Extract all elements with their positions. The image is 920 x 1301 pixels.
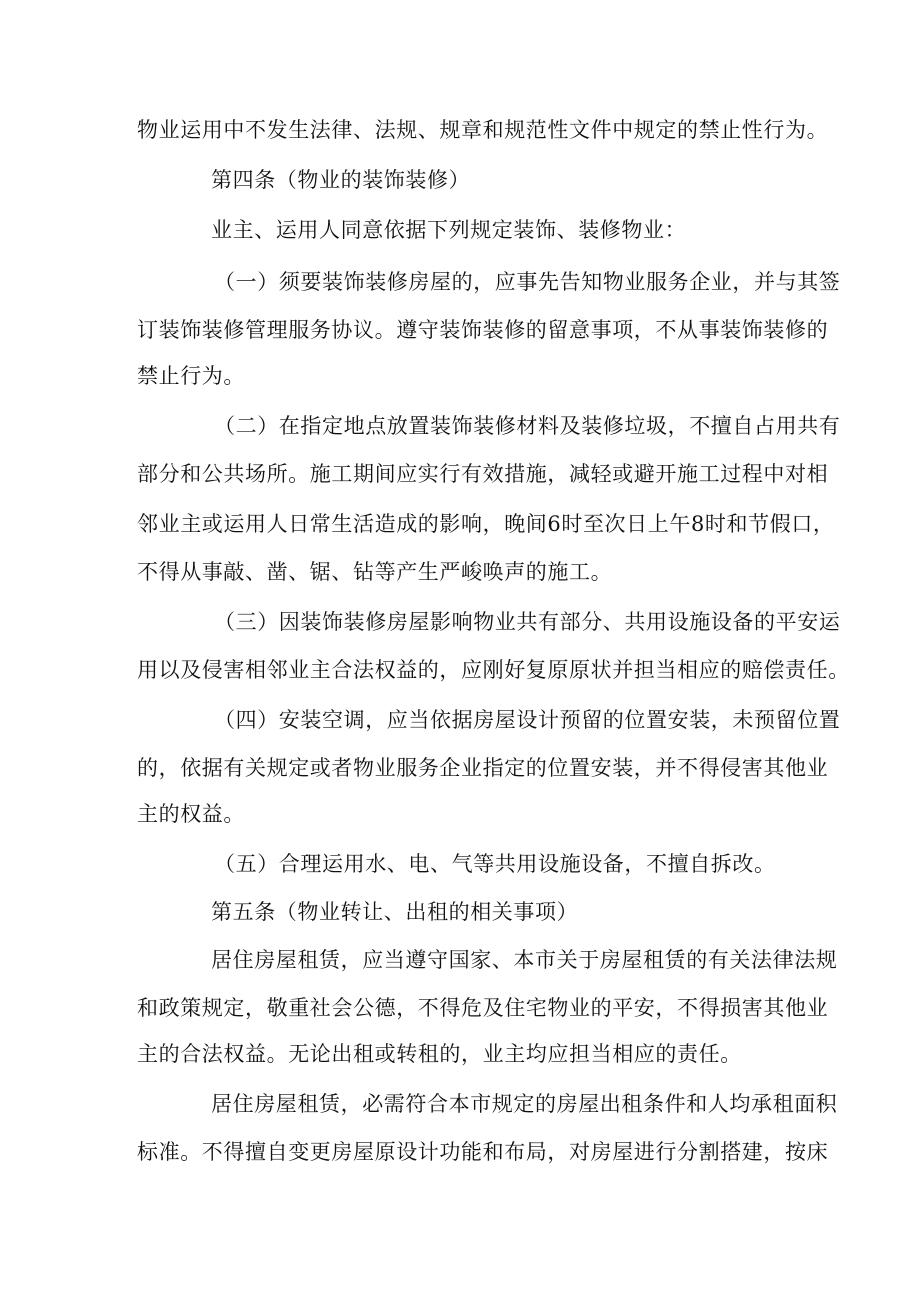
text-line: 居住房屋租赁，应当遵守国家、本市关于房屋租赁的有关法律法规 [211, 948, 838, 972]
text-line: （五）合理运用水、电、气等共用设施设备，不擅自拆改。 [214, 852, 776, 876]
text-line: （一）须要装饰装修房屋的，应事先告知物业服务企业，并与其签 [214, 270, 841, 294]
article-heading-5: 第五条（物业转让、出租的相关事项） [211, 900, 579, 924]
text-line: 主的合法权益。无论出租或转租的，业主均应担当相应的责任。 [137, 1042, 742, 1066]
text-line: 的，依据有关规定或者物业服务企业指定的位置安装，并不得侵害其他业 [137, 756, 829, 780]
text-line: 物业运用中不发生法律、法规、规章和规范性文件中规定的禁止性行为。 [137, 118, 829, 142]
text-line: 订装饰装修管理服务协议。遵守装饰装修的留意事项，不从事装饰装修的 [137, 318, 829, 342]
text-line: 业主、运用人同意依据下列规定装饰、装修物业： [211, 218, 687, 242]
text-line: 禁止行为。 [137, 364, 245, 388]
article-heading-4: 第四条（物业的装饰装修） [211, 168, 471, 192]
text-line: 邻业主或运用人日常生活造成的影响，晚间6时至次日上午8时和节假口， [137, 512, 835, 536]
text-line: （二）在指定地点放置装饰装修材料及装修垃圾，不擅自占用共有 [214, 414, 841, 438]
text-line: 标准。不得擅自变更房屋原设计功能和布局，对房屋进行分割搭建，按床 [137, 1140, 829, 1164]
text-line: 和政策规定，敬重社会公德，不得危及住宅物业的平安，不得损害其他业 [137, 996, 829, 1020]
text-line: （四）安装空调，应当依据房屋设计预留的位置安装，未预留位置 [214, 708, 841, 732]
text-line: 主的权益。 [137, 802, 245, 826]
text-line: （三）因装饰装修房屋影响物业共有部分、共用设施设备的平安运 [214, 610, 841, 634]
text-line: 用以及侵害相邻业主合法权益的，应刚好复原原状并担当相应的赔偿责任。 [137, 658, 850, 682]
text-line: 不得从事敲、凿、锯、钻等产生严峻唤声的施工。 [137, 560, 613, 584]
text-line: 部分和公共场所。施工期间应实行有效措施，减轻或避开施工过程中对相 [137, 462, 829, 486]
text-line: 居住房屋租赁，必需符合本市规定的房屋出租条件和人均承租面积 [211, 1092, 838, 1116]
